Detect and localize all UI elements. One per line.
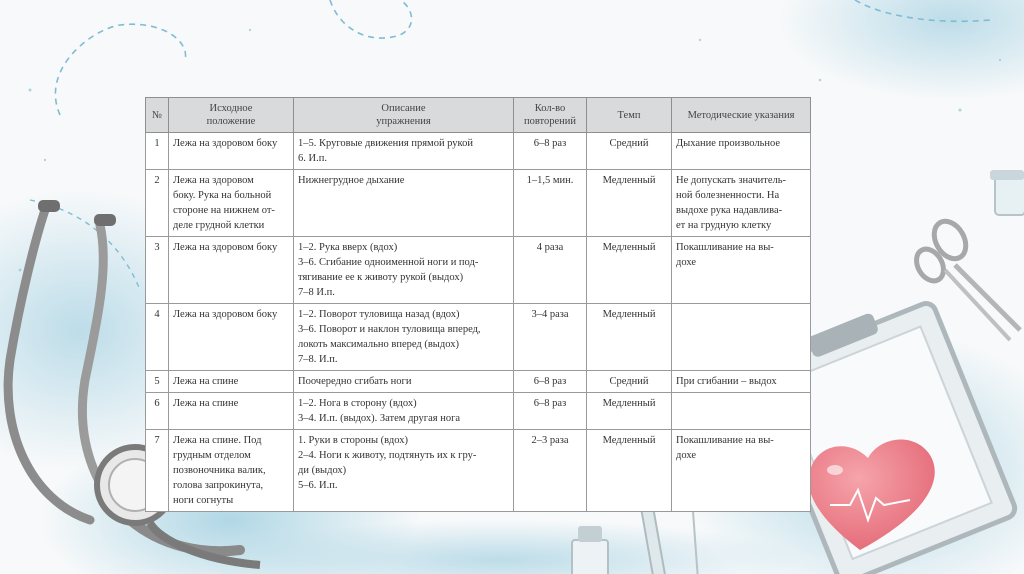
table-row [146, 393, 811, 430]
table-header-row [146, 98, 811, 133]
table-row [146, 430, 811, 512]
cell-notes: Покашливание на вы- дохе [672, 430, 811, 512]
cell-tempo: Медленный [587, 170, 672, 237]
dashed-curve [330, 0, 412, 38]
cell-notes: Дыхание произвольное [672, 133, 811, 170]
cell-notes [672, 393, 811, 430]
cell-position: Лежа на спине [169, 393, 294, 430]
cell-position: Лежа на спине [169, 371, 294, 393]
table-row [146, 371, 811, 393]
cell-notes: Покашливание на вы- дохе [672, 237, 811, 304]
cell-number: 1 [146, 133, 169, 170]
cell-tempo: Медленный [587, 430, 672, 512]
cell-number: 6 [146, 393, 169, 430]
cell-position: Лежа на здоровом боку [169, 133, 294, 170]
column-header-position: Исходное положение [169, 98, 294, 133]
cell-reps: 6–8 раз [514, 371, 587, 393]
cell-notes: При сгибании – выдох [672, 371, 811, 393]
cell-number: 4 [146, 304, 169, 371]
table-row [146, 304, 811, 371]
cell-number: 3 [146, 237, 169, 304]
cell-position: Лежа на здоровом боку [169, 304, 294, 371]
cell-number: 7 [146, 430, 169, 512]
cell-reps: 6–8 раз [514, 393, 587, 430]
table-row [146, 237, 811, 304]
column-header-tempo: Темп [587, 98, 672, 133]
watercolor-wash [780, 0, 1024, 100]
cell-reps: 4 раза [514, 237, 587, 304]
cell-position: Лежа на здоровом боку. Рука на больной стороне на нижнем от- деле грудной клетки [169, 170, 294, 237]
cell-notes [672, 304, 811, 371]
cell-notes: Не допускать значитель- ной болезненности. На выдохе рука надавлива- ет на грудную клетку [672, 170, 811, 237]
cell-description: Поочередно сгибать ноги [294, 371, 514, 393]
table-row [146, 170, 811, 237]
column-header-description: Описание упражнения [294, 98, 514, 133]
column-header-number: № [146, 98, 169, 133]
cell-position: Лежа на здоровом боку [169, 237, 294, 304]
column-header-notes: Методические указания [672, 98, 811, 133]
cell-description: Нижнегрудное дыхание [294, 170, 514, 237]
cell-position: Лежа на спине. Под грудным отделом позвоночника валик, голова запрокинута, ноги согнуты [169, 430, 294, 512]
exercise-table [145, 97, 811, 512]
cell-tempo: Медленный [587, 393, 672, 430]
cell-tempo: Средний [587, 371, 672, 393]
column-header-reps: Кол-во повторений [514, 98, 587, 133]
cell-description: 1–5. Круговые движения прямой рукой 6. И.п. [294, 133, 514, 170]
table-row [146, 133, 811, 170]
cell-tempo: Медленный [587, 304, 672, 371]
cell-reps: 6–8 раз [514, 133, 587, 170]
cell-number: 5 [146, 371, 169, 393]
cell-reps: 2–3 раза [514, 430, 587, 512]
cell-description: 1–2. Поворот туловища назад (вдох) 3–6. Поворот и наклон туловища вперед, локоть максимально вперед (выдох) 7–8. И.п. [294, 304, 514, 371]
cell-description: 1–2. Рука вверх (вдох) 3–6. Сгибание одноименной ноги и под- тягивание ее к животу рукой (выдох) 7–8 И.п. [294, 237, 514, 304]
cell-reps: 3–4 раза [514, 304, 587, 371]
cell-number: 2 [146, 170, 169, 237]
cell-reps: 1–1,5 мин. [514, 170, 587, 237]
vial-illustration [990, 170, 1024, 215]
cell-tempo: Медленный [587, 237, 672, 304]
cell-description: 1. Руки в стороны (вдох) 2–4. Ноги к животу, подтянуть их к гру- ди (выдох) 5–6. И.п. [294, 430, 514, 512]
exercise-table-container [145, 97, 810, 512]
cell-description: 1–2. Нога в сторону (вдох) 3–4. И.п. (выдох). Затем другая нога [294, 393, 514, 430]
cell-tempo: Средний [587, 133, 672, 170]
